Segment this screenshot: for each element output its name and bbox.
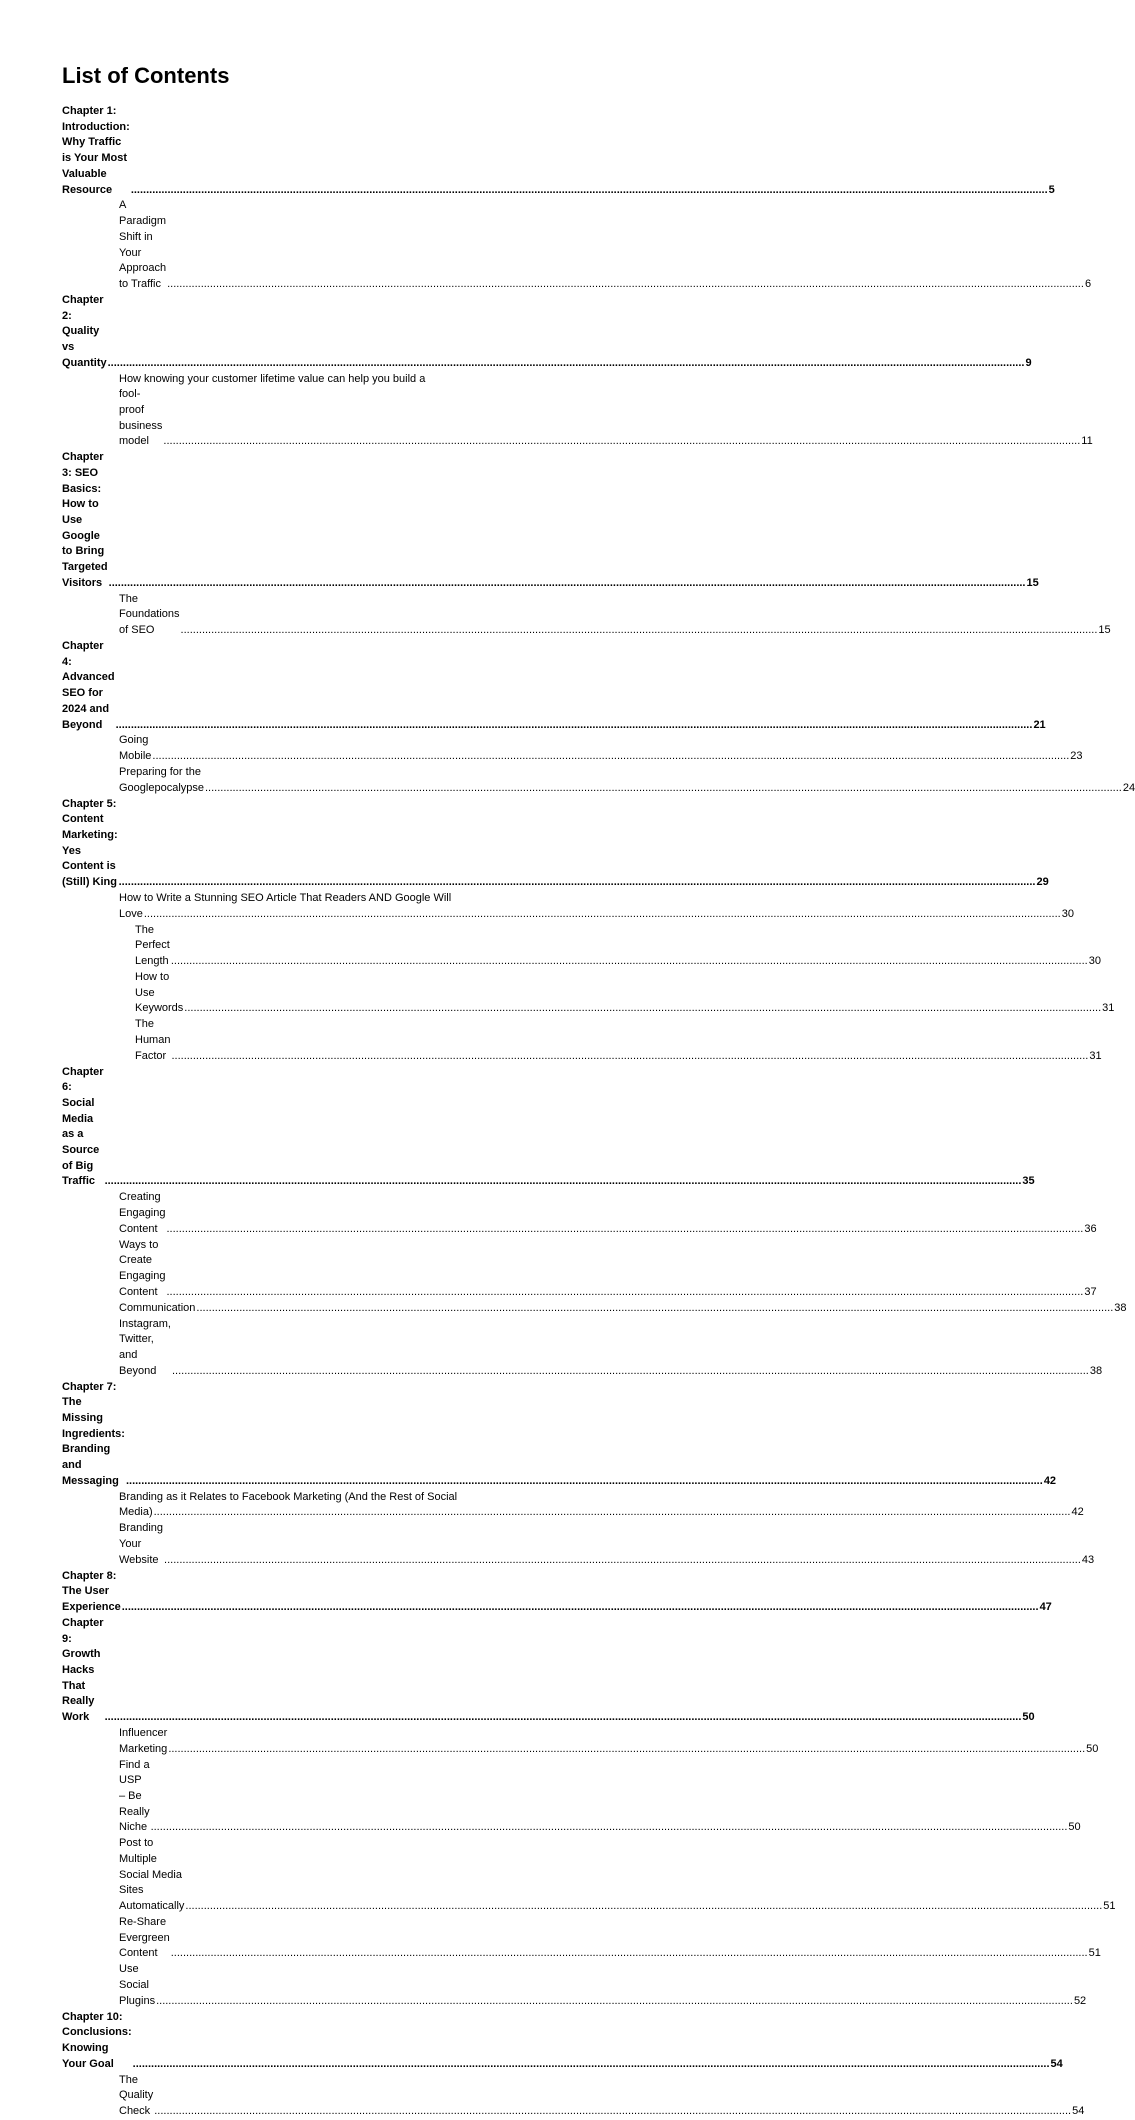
- toc-entry-title: Chapter 7: The Missing Ingredients: Branding and Messaging: [62, 1380, 126, 1490]
- toc-entry-title: Chapter 1: Introduction: Why Traffic is Your Most Valuable Resource: [62, 104, 131, 198]
- toc-page-number: 31: [1101, 1001, 1114, 1017]
- toc-entry-title: The Human Factor: [135, 1017, 171, 1064]
- toc-section-entry[interactable]: [119, 1836, 1116, 1915]
- toc-entry-title: Preparing for the Googlepocalypse: [119, 765, 205, 796]
- toc-chapter-entry[interactable]: [62, 1569, 1052, 1616]
- toc-page-number: 29: [1035, 875, 1048, 891]
- toc-page-number: 51: [1088, 1946, 1101, 1962]
- toc-page-number: 21: [1032, 718, 1045, 734]
- toc-entry-title: The Foundations of SEO: [119, 592, 181, 639]
- toc-entry-title: Chapter 10: Conclusions: Knowing Your Goal: [62, 2010, 133, 2073]
- toc-entry-title: Going Mobile: [119, 733, 152, 764]
- toc-section-entry[interactable]: [119, 1301, 1127, 1317]
- toc-page-number: 50: [1021, 1710, 1034, 1726]
- toc-entry-title: Chapter 2: Quality vs Quantity: [62, 293, 108, 372]
- dot-leader: ............................................................................................................................................................................................................................................................................................................: [104, 1175, 1022, 1188]
- toc-entry-title: Re-Share Evergreen Content: [119, 1915, 171, 1962]
- toc-chapter-entry[interactable]: [62, 450, 1039, 591]
- toc-page-number: 50: [1067, 1820, 1080, 1836]
- dot-leader: ............................................................................................................................................................................................................................................................................................................: [132, 2057, 1050, 2070]
- toc-entry-title: Chapter 8: The User Experience: [62, 1569, 122, 1616]
- toc-section-entry[interactable]: [119, 1238, 1097, 1301]
- toc-page-number: 31: [1088, 1049, 1101, 1065]
- toc-page-number: 47: [1039, 1600, 1052, 1616]
- dot-leader: ............................................................................................................................................................................................................................................................................................................: [166, 1222, 1084, 1235]
- toc-page-number: 30: [1088, 954, 1101, 970]
- toc-page-number: 54: [1050, 2057, 1063, 2073]
- toc-page-number: 43: [1081, 1553, 1094, 1569]
- dot-leader: ............................................................................................................................................................................................................................................................................................................: [184, 1002, 1102, 1015]
- toc-chapter-entry[interactable]: [62, 797, 1049, 891]
- dot-leader: ............................................................................................................................................................................................................................................................................................................: [180, 624, 1098, 637]
- toc-section-entry[interactable]: [119, 891, 1074, 922]
- toc-entry-title: Ways to Create Engaging Content: [119, 1238, 166, 1301]
- toc-page-number: 42: [1070, 1505, 1083, 1521]
- toc-entry-title: Chapter 5: Content Marketing: Yes Content is (Still) King: [62, 797, 119, 891]
- dot-leader: ............................................................................................................................................................................................................................................................................................................: [118, 876, 1036, 889]
- toc-section-entry[interactable]: [119, 2073, 1085, 2120]
- toc-section-entry[interactable]: [119, 1915, 1101, 1962]
- toc-entry-title: Love: [119, 907, 144, 923]
- toc-chapter-entry[interactable]: [62, 2010, 1063, 2073]
- toc-page-number: 37: [1083, 1285, 1096, 1301]
- dot-leader: ............................................................................................................................................................................................................................................................................................................: [185, 1900, 1103, 1913]
- toc-section-entry[interactable]: [119, 765, 1135, 796]
- toc-section-entry[interactable]: [119, 592, 1111, 639]
- toc-page-number: 15: [1026, 576, 1039, 592]
- dot-leader: ............................................................................................................................................................................................................................................................................................................: [170, 955, 1088, 968]
- dot-leader: ............................................................................................................................................................................................................................................................................................................: [108, 576, 1026, 589]
- toc-page-number: 23: [1069, 749, 1082, 765]
- toc-section-entry[interactable]: [119, 372, 1093, 451]
- dot-leader: ............................................................................................................................................................................................................................................................................................................: [163, 435, 1081, 448]
- toc-entry-title: Post to Multiple Social Media Sites Automatically: [119, 1836, 185, 1915]
- toc-page-number: 15: [1097, 623, 1110, 639]
- dot-leader: ............................................................................................................................................................................................................................................................................................................: [156, 1994, 1073, 2007]
- dot-leader: ............................................................................................................................................................................................................................................................................................................: [171, 1364, 1089, 1377]
- dot-leader: ............................................................................................................................................................................................................................................................................................................: [150, 1821, 1068, 1834]
- page-title: List of Contents: [62, 63, 230, 88]
- toc-page-number: 38: [1113, 1301, 1126, 1317]
- dot-leader: ............................................................................................................................................................................................................................................................................................................: [154, 2104, 1072, 2117]
- toc-page-number: 11: [1080, 434, 1092, 450]
- toc-section-entry[interactable]: [119, 1490, 1084, 1521]
- dot-leader: ............................................................................................................................................................................................................................................................................................................: [171, 1049, 1089, 1062]
- dot-leader: ............................................................................................................................................................................................................................................................................................................: [153, 1506, 1071, 1519]
- toc-section-entry[interactable]: [119, 1521, 1095, 1568]
- toc-entry-title: Chapter 9: Growth Hacks That Really Work: [62, 1616, 105, 1726]
- toc-section-entry[interactable]: [135, 970, 1115, 1017]
- dot-leader: ............................................................................................................................................................................................................................................................................................................: [205, 781, 1122, 794]
- toc-chapter-entry[interactable]: [62, 639, 1046, 733]
- toc-page-number: 24: [1122, 781, 1135, 797]
- toc-entry-title: Branding Your Website: [119, 1521, 164, 1568]
- dot-leader: ............................................................................................................................................................................................................................................................................................................: [143, 907, 1061, 920]
- toc-entry-title: Instagram, Twitter, and Beyond: [119, 1317, 172, 1380]
- toc-entry-title: Chapter 4: Advanced SEO for 2024 and Beyond: [62, 639, 116, 733]
- toc-section-entry[interactable]: [119, 1726, 1099, 1757]
- toc-section-entry[interactable]: [119, 733, 1083, 764]
- toc-page-number: 6: [1084, 277, 1091, 293]
- dot-leader: ............................................................................................................................................................................................................................................................................................................: [167, 277, 1084, 290]
- toc-entry-title: The Perfect Length: [135, 923, 171, 970]
- toc-page-number: 9: [1024, 356, 1031, 372]
- toc-section-entry[interactable]: [119, 1962, 1087, 2009]
- toc-page-number: 52: [1073, 1994, 1086, 2010]
- toc-entry-title: Influencer Marketing: [119, 1726, 168, 1757]
- toc-page-number: 42: [1043, 1474, 1056, 1490]
- dot-leader: ............................................................................................................................................................................................................................................................................................................: [115, 718, 1033, 731]
- table-of-contents: [62, 104, 1135, 2120]
- toc-page-number: 35: [1021, 1174, 1034, 1190]
- dot-leader: ............................................................................................................................................................................................................................................................................................................: [196, 1301, 1114, 1314]
- dot-leader: ............................................................................................................................................................................................................................................................................................................: [168, 1742, 1086, 1755]
- toc-chapter-entry[interactable]: [62, 1380, 1057, 1490]
- dot-leader: ............................................................................................................................................................................................................................................................................................................: [104, 1711, 1022, 1724]
- toc-page-number: 54: [1071, 2104, 1084, 2120]
- dot-leader: ............................................................................................................................................................................................................................................................................................................: [107, 356, 1025, 369]
- dot-leader: ............................................................................................................................................................................................................................................................................................................: [164, 1553, 1081, 1566]
- toc-entry-title: Use Social Plugins: [119, 1962, 156, 2009]
- toc-section-entry[interactable]: [119, 1758, 1081, 1837]
- toc-entry-text-line: Branding as it Relates to Facebook Marketing (And the Rest of Social: [119, 1490, 458, 1503]
- dot-leader: ............................................................................................................................................................................................................................................................................................................: [152, 750, 1070, 763]
- toc-page-number: 38: [1089, 1364, 1102, 1380]
- toc-entry-title: Chapter 6: Social Media as a Source of Big Traffic: [62, 1065, 105, 1191]
- toc-page-number: 30: [1061, 907, 1074, 923]
- toc-entry-title: Find a USP – Be Really Niche: [119, 1758, 151, 1837]
- toc-entry-title: Media): [119, 1505, 154, 1521]
- toc-section-entry[interactable]: [119, 198, 1092, 292]
- toc-page-number: 51: [1102, 1899, 1115, 1915]
- toc-section-entry[interactable]: [119, 1190, 1097, 1237]
- toc-entry-text-line: How knowing your customer lifetime value can help you build a: [119, 372, 426, 385]
- toc-section-entry[interactable]: [119, 1317, 1103, 1380]
- dot-leader: ............................................................................................................................................................................................................................................................................................................: [125, 1474, 1043, 1487]
- dot-leader: ............................................................................................................................................................................................................................................................................................................: [121, 1600, 1039, 1613]
- dot-leader: ............................................................................................................................................................................................................................................................................................................: [170, 1947, 1088, 1960]
- toc-chapter-entry[interactable]: [62, 1065, 1035, 1191]
- toc-section-entry[interactable]: [135, 923, 1101, 970]
- toc-entry-title: Chapter 3: SEO Basics: How to Use Google to Bring Targeted Visitors: [62, 450, 109, 591]
- toc-entry-title: Creating Engaging Content: [119, 1190, 166, 1237]
- toc-chapter-entry[interactable]: [62, 104, 1055, 198]
- toc-entry-title: The Quality Check: [119, 2073, 154, 2120]
- toc-section-entry[interactable]: [135, 1017, 1102, 1064]
- toc-chapter-entry[interactable]: [62, 1616, 1035, 1726]
- toc-chapter-entry[interactable]: [62, 293, 1032, 372]
- dot-leader: ............................................................................................................................................................................................................................................................................................................: [130, 183, 1048, 196]
- toc-page-number: 5: [1048, 183, 1055, 199]
- toc-entry-title: fool-proof business model: [119, 387, 163, 450]
- toc-page-number: 36: [1083, 1222, 1096, 1238]
- toc-entry-title: Communication: [119, 1301, 196, 1317]
- toc-entry-text-line: How to Write a Stunning SEO Article That Readers AND Google Will: [119, 892, 452, 905]
- toc-entry-title: How to Use Keywords: [135, 970, 184, 1017]
- toc-page-number: 50: [1085, 1742, 1098, 1758]
- dot-leader: ............................................................................................................................................................................................................................................................................................................: [166, 1285, 1084, 1298]
- toc-entry-title: A Paradigm Shift in Your Approach to Traffic: [119, 198, 167, 292]
